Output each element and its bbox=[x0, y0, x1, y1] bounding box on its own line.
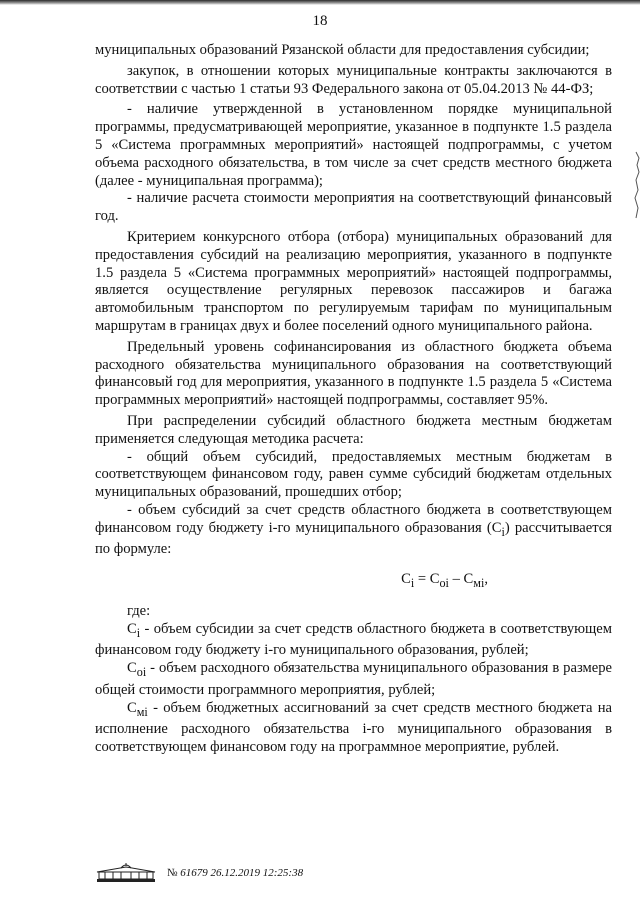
subscript: i bbox=[501, 524, 505, 539]
scan-edge-top bbox=[0, 0, 640, 5]
document-footer bbox=[95, 862, 303, 884]
symbol: C bbox=[127, 660, 137, 677]
paragraph: Предельный уровень софинансирования из областного бюджета объема расходного обязательства муниципального образования на соответствующий финансовый год для мероприятия, указанного в подпункте 1.5 раздела 5 «Система программных мероприятий» настоящей подпрограммы, составляет 95%. bbox=[95, 338, 612, 409]
paragraph: Критерием конкурсного отбора (отбора) муниципальных образований для предоставления субсидий на реализацию мероприятия, указанного в подпункте 1.5 раздела 5 «Система программных мероприятий» настоящей подпрограммы, является осуществление регулярных перевозок пассажиров и багажа автомобильным транспортом по регулируемым тарифам по муниципальным маршрутам в границах двух и более поселений одного муниципального района. bbox=[95, 228, 612, 334]
paragraph: закупок, в отношении которых муниципальные контракты заключаются в соответствии с частью 1 статьи 93 Федерального закона от 05.04.2013 № 44-ФЗ; bbox=[95, 62, 612, 97]
formula-operator: = bbox=[414, 571, 430, 588]
formula bbox=[95, 571, 612, 593]
paragraph: - наличие утвержденной в установленном порядке муниципальной программы, предусматривающей мероприятие, указанное в подпункте 1.5 раздела 5 «Система программных мероприятий» настоящей подпрограммы, с учетом объема расходного обязательства, в том числе за счет средств местного бюджета (далее - муниципальная программа); bbox=[95, 101, 612, 189]
symbol: C bbox=[491, 519, 502, 536]
subscript: oi bbox=[439, 576, 449, 591]
page-number: 18 bbox=[312, 13, 328, 29]
symbol: C bbox=[401, 571, 411, 588]
government-building-icon bbox=[95, 863, 157, 883]
formula-operator: – bbox=[448, 571, 464, 588]
paragraph: муниципальных образований Рязанской области для предоставления субсидии; bbox=[95, 42, 590, 58]
text-run: ) рассчитывается по формуле: bbox=[95, 519, 612, 558]
text-run: - объем субсидий за счет средств областного бюджета в соответствующем финансовом году бюджету i-го муниципального образования ( bbox=[95, 501, 612, 536]
definition-text: - объем бюджетных ассигнований за счет средств местного бюджета на исполнение расходного обязательства i-го муниципального образования в соответствующем финансовом году на программное мероприятие, рублей. bbox=[95, 699, 612, 756]
definition-text: - объем субсидии за счет средств областного бюджета в соответствующем финансовом году бюджету i-го муниципального образования, рублей; bbox=[95, 620, 612, 659]
where-label: где: bbox=[127, 602, 151, 619]
symbol: C bbox=[127, 620, 137, 637]
document-body bbox=[95, 42, 612, 757]
scan-edge-right bbox=[630, 150, 640, 220]
symbol: C bbox=[429, 571, 440, 588]
subscript: мi bbox=[473, 576, 485, 591]
paragraph: При распределении субсидий областного бюджета местным бюджетам применяется следующая методика расчета: bbox=[95, 412, 612, 447]
paragraph: - общий объем субсидий, предоставляемых местным бюджетам в соответствующем финансовом году, равен сумме субсидий бюджетам отдельных муниципальных образований, прошедших отбор; bbox=[95, 448, 612, 501]
subscript: мi bbox=[136, 704, 148, 719]
number-sign: № bbox=[167, 867, 178, 879]
subscript: oi bbox=[136, 665, 147, 680]
subscript: i bbox=[410, 576, 415, 591]
registration-stamp bbox=[167, 867, 303, 879]
definition-text: - объем расходного обязательства муниципального образования в размере общей стоимости программного мероприятия, рублей; bbox=[95, 660, 612, 698]
definition bbox=[95, 621, 612, 661]
definition bbox=[95, 660, 612, 700]
symbol: C bbox=[463, 571, 474, 588]
paragraph bbox=[95, 502, 612, 559]
symbol: C bbox=[127, 699, 137, 716]
paragraph: - наличие расчета стоимости мероприятия на соответствующий финансовый год. bbox=[95, 190, 612, 225]
subscript: i bbox=[136, 625, 141, 640]
formula-punctuation: , bbox=[484, 571, 488, 588]
definition bbox=[95, 700, 612, 757]
stamp-text: 61679 26.12.2019 12:25:38 bbox=[177, 867, 304, 879]
